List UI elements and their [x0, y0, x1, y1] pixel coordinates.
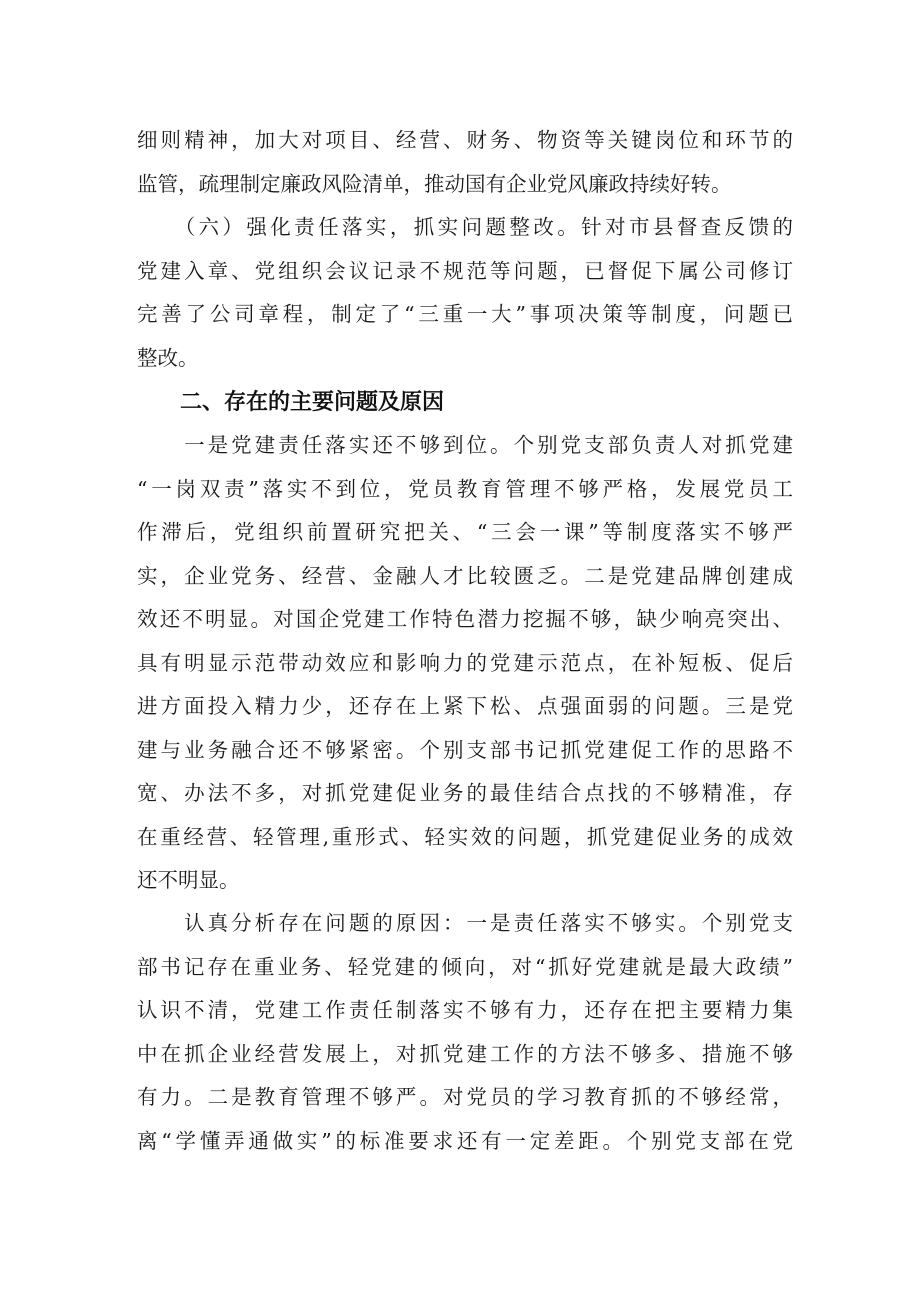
text-line: 整改。	[137, 345, 199, 370]
text-line: 监管，疏理制定廉政风险清单，推动国有企业党风廉政持续好转。	[137, 171, 732, 196]
text-line: 效还不明显。对国企党建工作特色潜力挖掘不够，缺少响亮突出、	[137, 607, 793, 631]
text-line: 细则精神，加大对项目、经营、财务、物资等关键岗位和环节的	[137, 128, 793, 152]
text-line: 进方面投入精力少，还存在上紧下松、点强面弱的问题。三是党	[137, 694, 793, 718]
paragraph-discipline-supervision	[137, 119, 793, 206]
text-line: 在重经营、轻管理,重形式、轻实效的问题，抓党建促业务的成效	[137, 824, 793, 849]
text-line: 认真分析存在问题的原因：一是责任落实不够实。个别党支	[137, 911, 793, 935]
text-line: 还不明显。	[137, 868, 240, 892]
section-heading: 二、存在的主要问题及原因	[180, 390, 445, 415]
text-line: 实，企业党务、经营、金融人才比较匮乏。二是党建品牌创建成	[137, 563, 793, 588]
text-line: 党建入章、党组织会议记录不规范等问题，已督促下属公司修订	[137, 258, 793, 283]
text-line: 有力。二是教育管理不够严。对党员的学习教育抓的不够经常，	[137, 1085, 793, 1109]
paragraph-responsibility-rectification	[137, 206, 793, 380]
text-line: 完善了公司章程，制定了“三重一大”事项决策等制度，问题已	[137, 302, 793, 326]
text-line: 一是党建责任落实还不够到位。个别党支部负责人对抓党建	[137, 433, 793, 457]
text-line: （六）强化责任落实，抓实问题整改。针对市县督查反馈的	[137, 215, 793, 239]
text-line: 宽、办法不多，对抓党建促业务的最佳结合点找的不够精准，存	[137, 781, 793, 805]
text-line: 作滞后，党组织前置研究把关、“三会一课”等制度落实不够严	[137, 520, 793, 544]
paragraph-cause-analysis	[137, 902, 793, 1163]
text-line: 离“学懂弄通做实”的标准要求还有一定差距。个别党支部在党	[137, 1128, 793, 1153]
text-line: 具有明显示范带动效应和影响力的党建示范点，在补短板、促后	[137, 650, 793, 675]
text-line: 建与业务融合还不够紧密。个别支部书记抓党建促工作的思路不	[137, 737, 793, 762]
text-line: “一岗双责”落实不到位，党员教育管理不够严格，发展党员工	[137, 476, 793, 501]
paragraph-main-problems	[137, 424, 793, 903]
text-line: 部书记存在重业务、轻党建的倾向，对“抓好党建就是最大政绩”	[137, 954, 793, 979]
text-line: 中在抓企业经营发展上，对抓党建工作的方法不够多、措施不够	[137, 1041, 793, 1066]
text-line: 认识不清，党建工作责任制落实不够有力，还存在把主要精力集	[137, 998, 793, 1022]
